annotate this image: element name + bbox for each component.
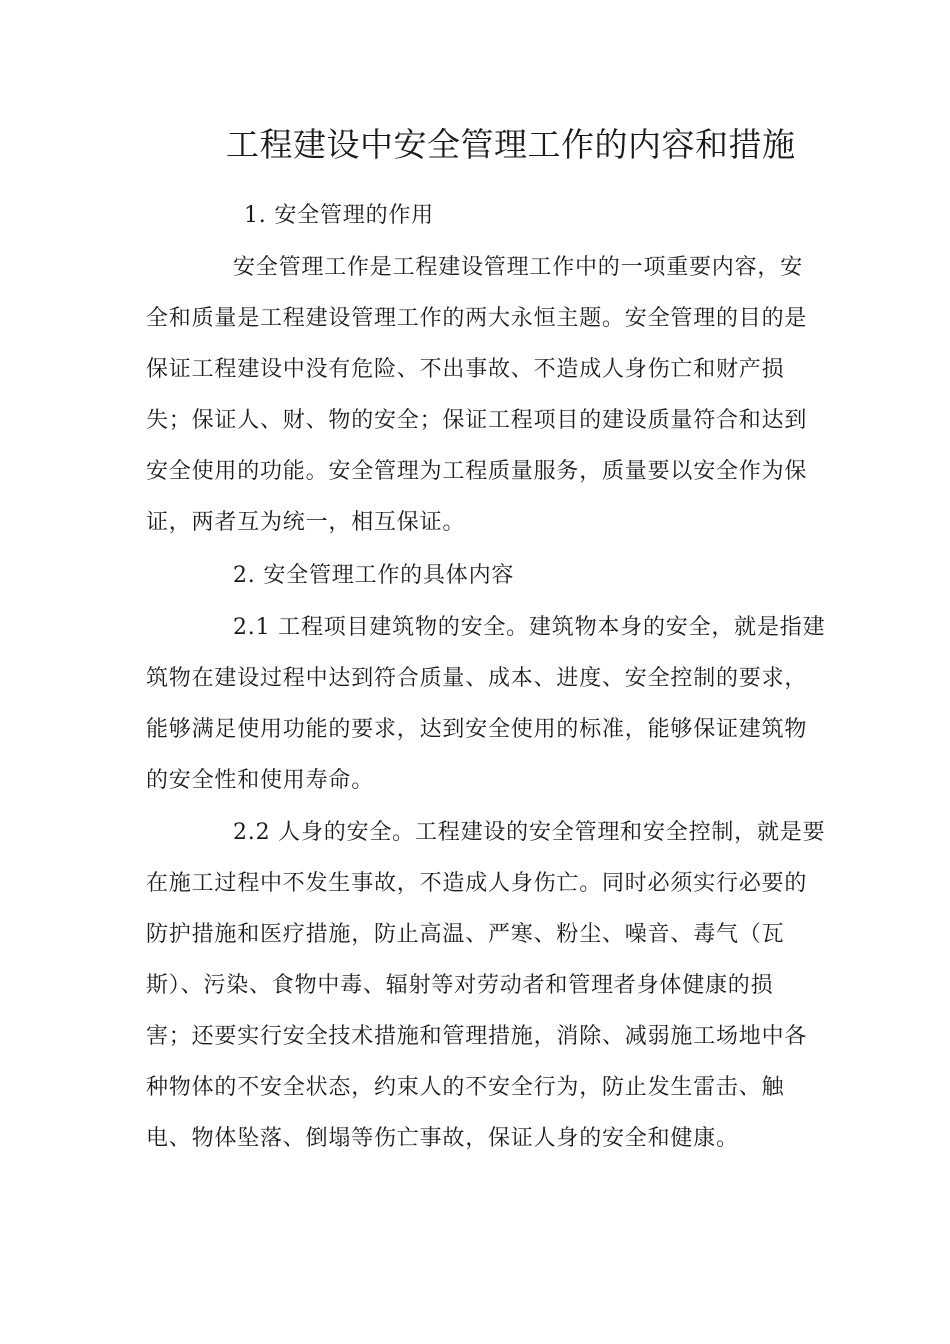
document-title: 工程建设中安全管理工作的内容和措施 (226, 125, 796, 164)
section-heading-2: 2. 安全管理工作的具体内容 (233, 563, 515, 588)
paragraph-line: 失；保证人、财、物的安全；保证工程项目的建设质量符合和达到 (146, 408, 808, 433)
paragraph-line: 害；还要实行安全技术措施和管理措施，消除、减弱施工场地中各 (146, 1024, 808, 1049)
paragraph-line: 防护措施和医疗措施，防止高温、严寒、粉尘、噪音、毒气（瓦 (146, 922, 785, 947)
paragraph-line: 证，两者互为统一，相互保证。 (146, 510, 466, 535)
paragraph-line: 筑物在建设过程中达到符合质量、成本、进度、安全控制的要求， (146, 666, 808, 691)
paragraph-line: 斯）、污染、食物中毒、辐射等对劳动者和管理者身体健康的损 (146, 973, 774, 998)
paragraph-line: 的安全性和使用寿命。 (146, 768, 375, 793)
paragraph-line: 安全管理工作是工程建设管理工作中的一项重要内容，安 (233, 255, 804, 280)
paragraph-line: 2.2 人身的安全。工程建设的安全管理和安全控制，就是要 (233, 820, 826, 845)
section-heading-1: 1. 安全管理的作用 (244, 203, 434, 228)
paragraph-line: 全和质量是工程建设管理工作的两大永恒主题。安全管理的目的是 (146, 306, 808, 331)
paragraph-line: 保证工程建设中没有危险、不出事故、不造成人身伤亡和财产损 (146, 357, 785, 382)
paragraph-line: 在施工过程中不发生事故，不造成人身伤亡。同时必须实行必要的 (146, 871, 808, 896)
paragraph-line: 电、物体坠落、倒塌等伤亡事故，保证人身的安全和健康。 (146, 1126, 739, 1151)
paragraph-line: 安全使用的功能。安全管理为工程质量服务，质量要以安全作为保 (146, 459, 808, 484)
paragraph-line: 能够满足使用功能的要求，达到安全使用的标准，能够保证建筑物 (146, 717, 808, 742)
paragraph-line: 种物体的不安全状态，约束人的不安全行为，防止发生雷击、触 (146, 1075, 785, 1100)
paragraph-line: 2.1 工程项目建筑物的安全。建筑物本身的安全，就是指建 (233, 615, 826, 640)
